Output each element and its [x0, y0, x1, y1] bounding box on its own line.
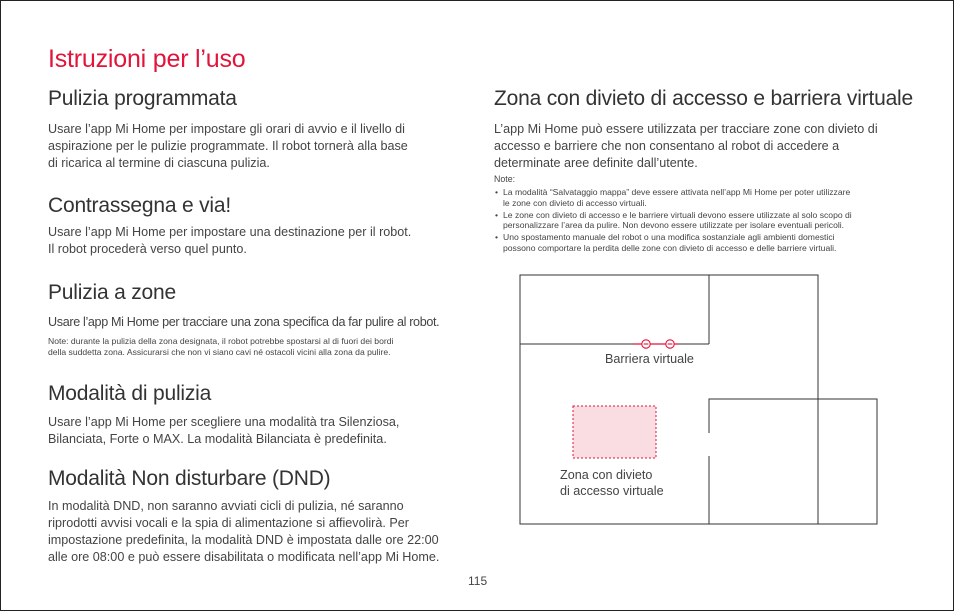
note-item: • Le zone con divieto di accesso e le barriere virtuali devono essere utilizzate al solo scopo di personalizzare l’area da pulire. Non devono essere utilizzate per isolare eventuali pericoli. — [495, 210, 852, 231]
zone-label: Zona con divieto di accesso virtuale — [560, 468, 664, 498]
note-item: • La modalità “Salvataggio mappa” deve essere attivata nell’app Mi Home per poter utilizzare le zone con divieto di accesso virtuali. — [495, 187, 852, 208]
note-label: Note: — [494, 174, 516, 184]
text-cleaning-mode: Usare l’app Mi Home per scegliere una modalità tra Silenziosa, Bilanciata, Forte o MAX. La modalità Bilanciata è predefinita. — [48, 415, 400, 446]
heading-no-go-zone: Zona con divieto di accesso e barriera virtuale — [494, 87, 913, 110]
text-go-to: Usare l’app Mi Home per impostare una destinazione per il robot. Il robot procederà verso quel punto. — [48, 225, 412, 256]
heading-zone-cleaning: Pulizia a zone — [48, 281, 176, 304]
barrier-end-icon — [642, 340, 650, 348]
note-zone-cleaning: Note: durante la pulizia della zona designata, il robot potrebbe spostarsi al di fuori dei bordi della suddetta zona. Assicurarsi che non vi siano cavi né ostacoli vicini alla zona da pulire. — [48, 336, 394, 357]
text-no-go-zone: L’app Mi Home può essere utilizzata per tracciare zone con divieto di accesso e barriere che non consentano al robot di accedere a determinate aree definite dall’utente. — [494, 122, 878, 170]
side-room-outline — [709, 399, 877, 524]
page-title: Istruzioni per l’uso — [48, 45, 246, 73]
heading-go-to: Contrassegna e via! — [48, 194, 231, 217]
text-zone-cleaning: Usare l’app Mi Home per tracciare una zona specifica da far pulire al robot. — [48, 315, 440, 329]
text-scheduled-cleaning: Usare l’app Mi Home per impostare gli orari di avvio e il livello di aspirazione per le pulizie programmate. Il robot tornerà alla base di ricarica al termine di ciascuna pulizia. — [48, 122, 408, 170]
text-dnd-mode: In modalità DND, non saranno avviati cicli di pulizia, né saranno riprodotti avvisi vocali e la spia di alimentazione si affievolirà. Per impostazione predefinita, la modalità DND è impostata dalle ore 22:00 alle ore 08:00 e può essere disabilitata o modificata nell’app Mi Home. — [48, 499, 440, 564]
barrier-label: Barriera virtuale — [605, 352, 694, 366]
floor-plan-diagram — [1, 1, 953, 610]
no-go-zone-area — [573, 406, 656, 458]
heading-scheduled-cleaning: Pulizia programmata — [48, 87, 237, 110]
page-number: 115 — [468, 574, 488, 588]
barrier-end-icon — [666, 340, 674, 348]
note-item: • Uno spostamento manuale del robot o una modifica sostanziale agli ambienti domestici possono comportare la perdita delle zone con divieto di accesso e delle barriere virtuali. — [495, 232, 852, 253]
heading-dnd-mode: Modalità Non disturbare (DND) — [48, 467, 331, 490]
heading-cleaning-mode: Modalità di pulizia — [48, 382, 212, 405]
